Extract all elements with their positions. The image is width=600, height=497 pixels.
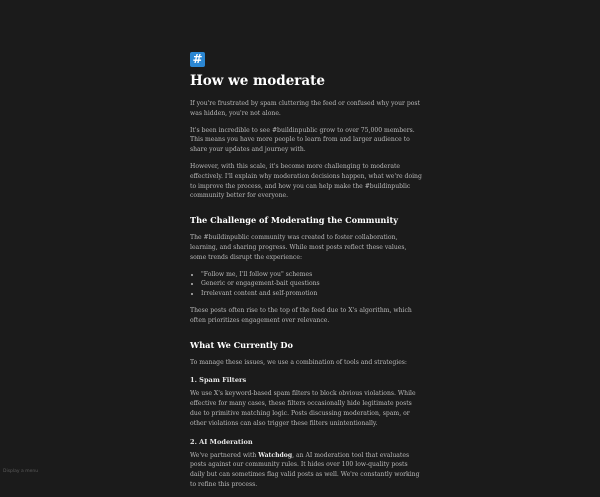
challenge-lead: The #buildinpublic community was created to foster collaboration, learning, and sharing progress. While most posts reflect these values, some trends disrupt the experience: (190, 234, 407, 261)
intro-paragraph-1: If you're frustrated by spam cluttering the feed or confused why your post was hidden, you're not alone. (190, 100, 420, 117)
watchdog-name: Watchdog (258, 451, 293, 459)
ai-text-before: We've partnered with (190, 451, 259, 459)
current-lead: To manage these issues, we use a combination of tools and strategies: (190, 358, 407, 366)
subheading-spam-filters: 1. Spam Filters (190, 376, 247, 385)
intro-paragraph-2: It's been incredible to see #buildinpublic grow to over 75,000 members. This means you have more people to learn from and larger audience to share your updates and journey with. (190, 126, 415, 154)
ai-text-after: , an AI moderation tool that evaluates posts against our community rules. It hides over 100 low-quality posts daily but can sometimes flag valid posts as well. We're constantly working to refine this process. (190, 451, 420, 488)
section-heading-current: What We Currently Do (190, 339, 293, 350)
list-item: • Irrelevant content and self-promotion (201, 289, 422, 299)
subheading-ai-moderation: 2. AI Moderation (190, 437, 253, 446)
challenge-list (190, 270, 422, 299)
spam-filters-text: We use X's keyword-based spam filters to block obvious violations. While effective for many cases, these filters occasionally hide legitimate posts due to primitive matching logic. Posts discussing moderation, spam, or other violations can also trigger these filters unintentionally. (190, 390, 416, 427)
hash-icon: # (190, 52, 205, 67)
display-menu-hint[interactable]: Display a menu (3, 469, 39, 474)
challenge-closing: These posts often rise to the top of the feed due to X's algorithm, which often prioritizes engagement over relevance. (190, 306, 412, 324)
page-title: How we moderate (190, 73, 325, 89)
list-item: • Generic or engagement-bait questions (201, 279, 422, 289)
article (190, 52, 422, 497)
ai-moderation-text (190, 451, 422, 490)
list-item: • "Follow me, I'll follow you" schemes (201, 270, 422, 280)
intro-paragraph-3: However, with this scale, it's become more challenging to moderate effectively. I'll explain why moderation decisions happen, what we're doing to improve the process, and how you can help make the #buildinpublic community better for everyone. (190, 162, 422, 200)
section-heading-challenge: The Challenge of Moderating the Community (190, 215, 399, 226)
